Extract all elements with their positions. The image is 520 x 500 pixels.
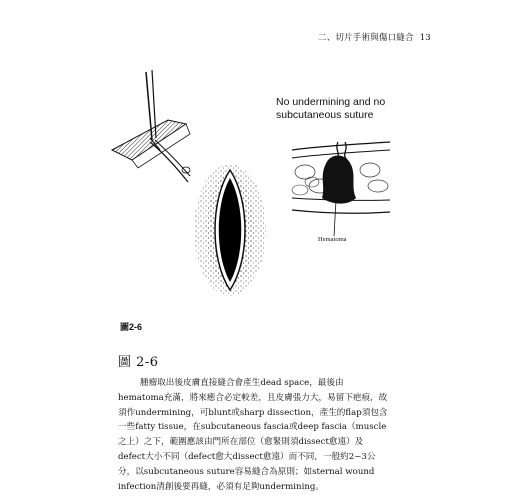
figure-caption: 圖2-6	[120, 322, 143, 332]
section-heading: 圖 2-6	[118, 355, 159, 370]
elliptical-wound	[194, 164, 266, 296]
hematoma-label: Hematoma	[318, 236, 347, 243]
body-text	[118, 376, 388, 494]
tissue-cross-section	[292, 142, 390, 236]
body-paragraph: 腫瘤取出後皮膚直接縫合會產生dead space，最後由hematoma充滿，將來癒合必定較差，且皮膚張力大，易留下疤痕，故須作undermining，可blunt或sharp dissection，產生的flap須包含一些fatty tissue，在subcutaneous fascia或deep fascia（muscle之上）之下，範圍應該由門所在部位（愈緊則須dissect愈遠）及defect大小不同（defect愈大dissect愈遠）而不同，一般約2~3公分，以subcutaneous suture容易縫合為原則；如sternal wound infection清創後要再縫，必須有足夠undermining。	[118, 378, 388, 492]
instrument-sketch	[112, 70, 190, 182]
page-number: 13	[419, 33, 431, 43]
figure-title: No undermining and no subcutaneous suture	[276, 96, 386, 121]
chapter-title: 二、切片手術與傷口縫合	[318, 33, 414, 43]
